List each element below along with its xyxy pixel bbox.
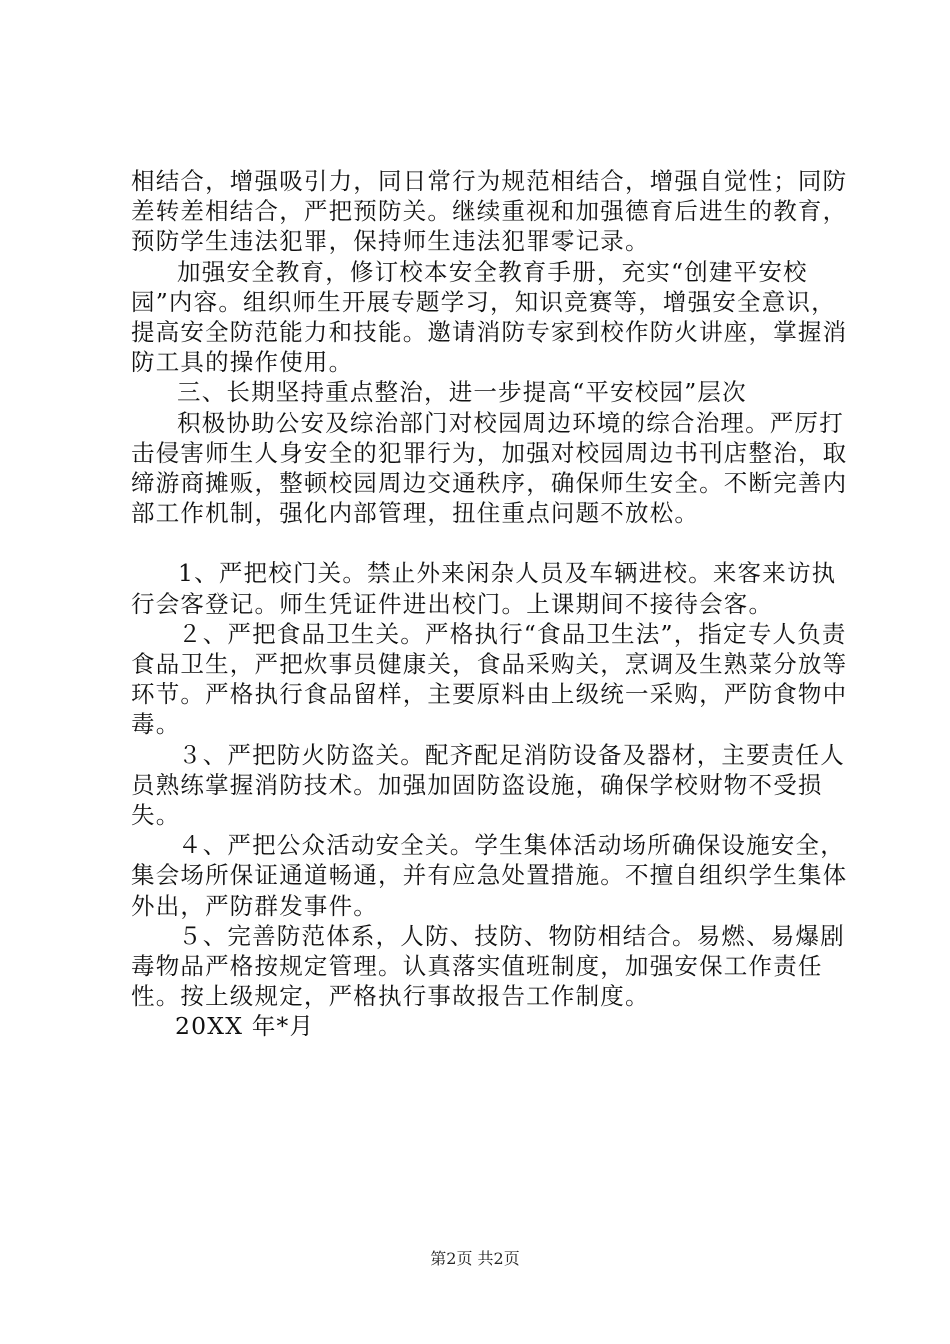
paragraph-gap xyxy=(131,528,851,558)
document-body xyxy=(131,166,851,1042)
list-item-gate: 1、严把校门关。禁止外来闲杂人员及车辆进校。来客来访执行会客登记。师生凭证件进出校门。上课期间不接待会客。 xyxy=(131,559,837,618)
paragraph-moral-education: 相结合，增强吸引力，同日常行为规范相结合，增强自觉性；同防差转差相结合，严把预防关。继续重视和加强德育后进生的教育，预防学生违法犯罪，保持师生违法犯罪零记录。 xyxy=(131,167,848,256)
page-number-footer: 第2页 共2页 xyxy=(430,1249,520,1268)
list-item-prevention-system: ５、完善防范体系，人防、技防、物防相结合。易燃、易爆剧毒物品严格按规定管理。认真落实值班制度，加强安保工作责任性。按上级规定，严格执行事故报告工作制度。 xyxy=(131,921,845,1011)
list-item-food-hygiene: ２、严把食品卫生关。严格执行“食品卫生法”，指定专人负责食品卫生，严把炊事员健康关，食品采购关，烹调及生熟菜分放等环节。严格执行食品留样，主要原料由上级统一采购，严防食物中毒。 xyxy=(131,619,848,739)
paragraph-safety-education: 加强安全教育，修订校本安全教育手册，充实“创建平安校园”内容。组织师生开展专题学习，知识竞赛等，增强安全意识，提高安全防范能力和技能。邀请消防专家到校作防火讲座，掌握消防工具的操作使用。 xyxy=(131,257,848,377)
section-heading-three: 三、长期坚持重点整治，进一步提高“平安校园”层次 xyxy=(177,378,747,407)
list-item-fire-theft: ３、严把防火防盗关。配齐配足消防设备及器材，主要责任人员熟练掌握消防技术。加强加固防盗设施，确保学校财物不受损失。 xyxy=(131,740,845,830)
paragraph-campus-governance: 积极协助公安及综治部门对校园周边环境的综合治理。严厉打击侵害师生人身安全的犯罪行为，加强对校园周边书刊店整治，取缔游商摊贩，整顿校园周边交通秩序，确保师生安全。不断完善内部工作机制，强化内部管理，扭住重点问题不放松。 xyxy=(131,408,848,528)
list-item-public-activity: ４、严把公众活动安全关。学生集体活动场所确保设施安全，集会场所保证通道畅通，并有应急处置措施。不擅自组织学生集体外出，严防群发事件。 xyxy=(131,831,848,920)
document-date: 20XX 年*月 xyxy=(175,1012,315,1041)
